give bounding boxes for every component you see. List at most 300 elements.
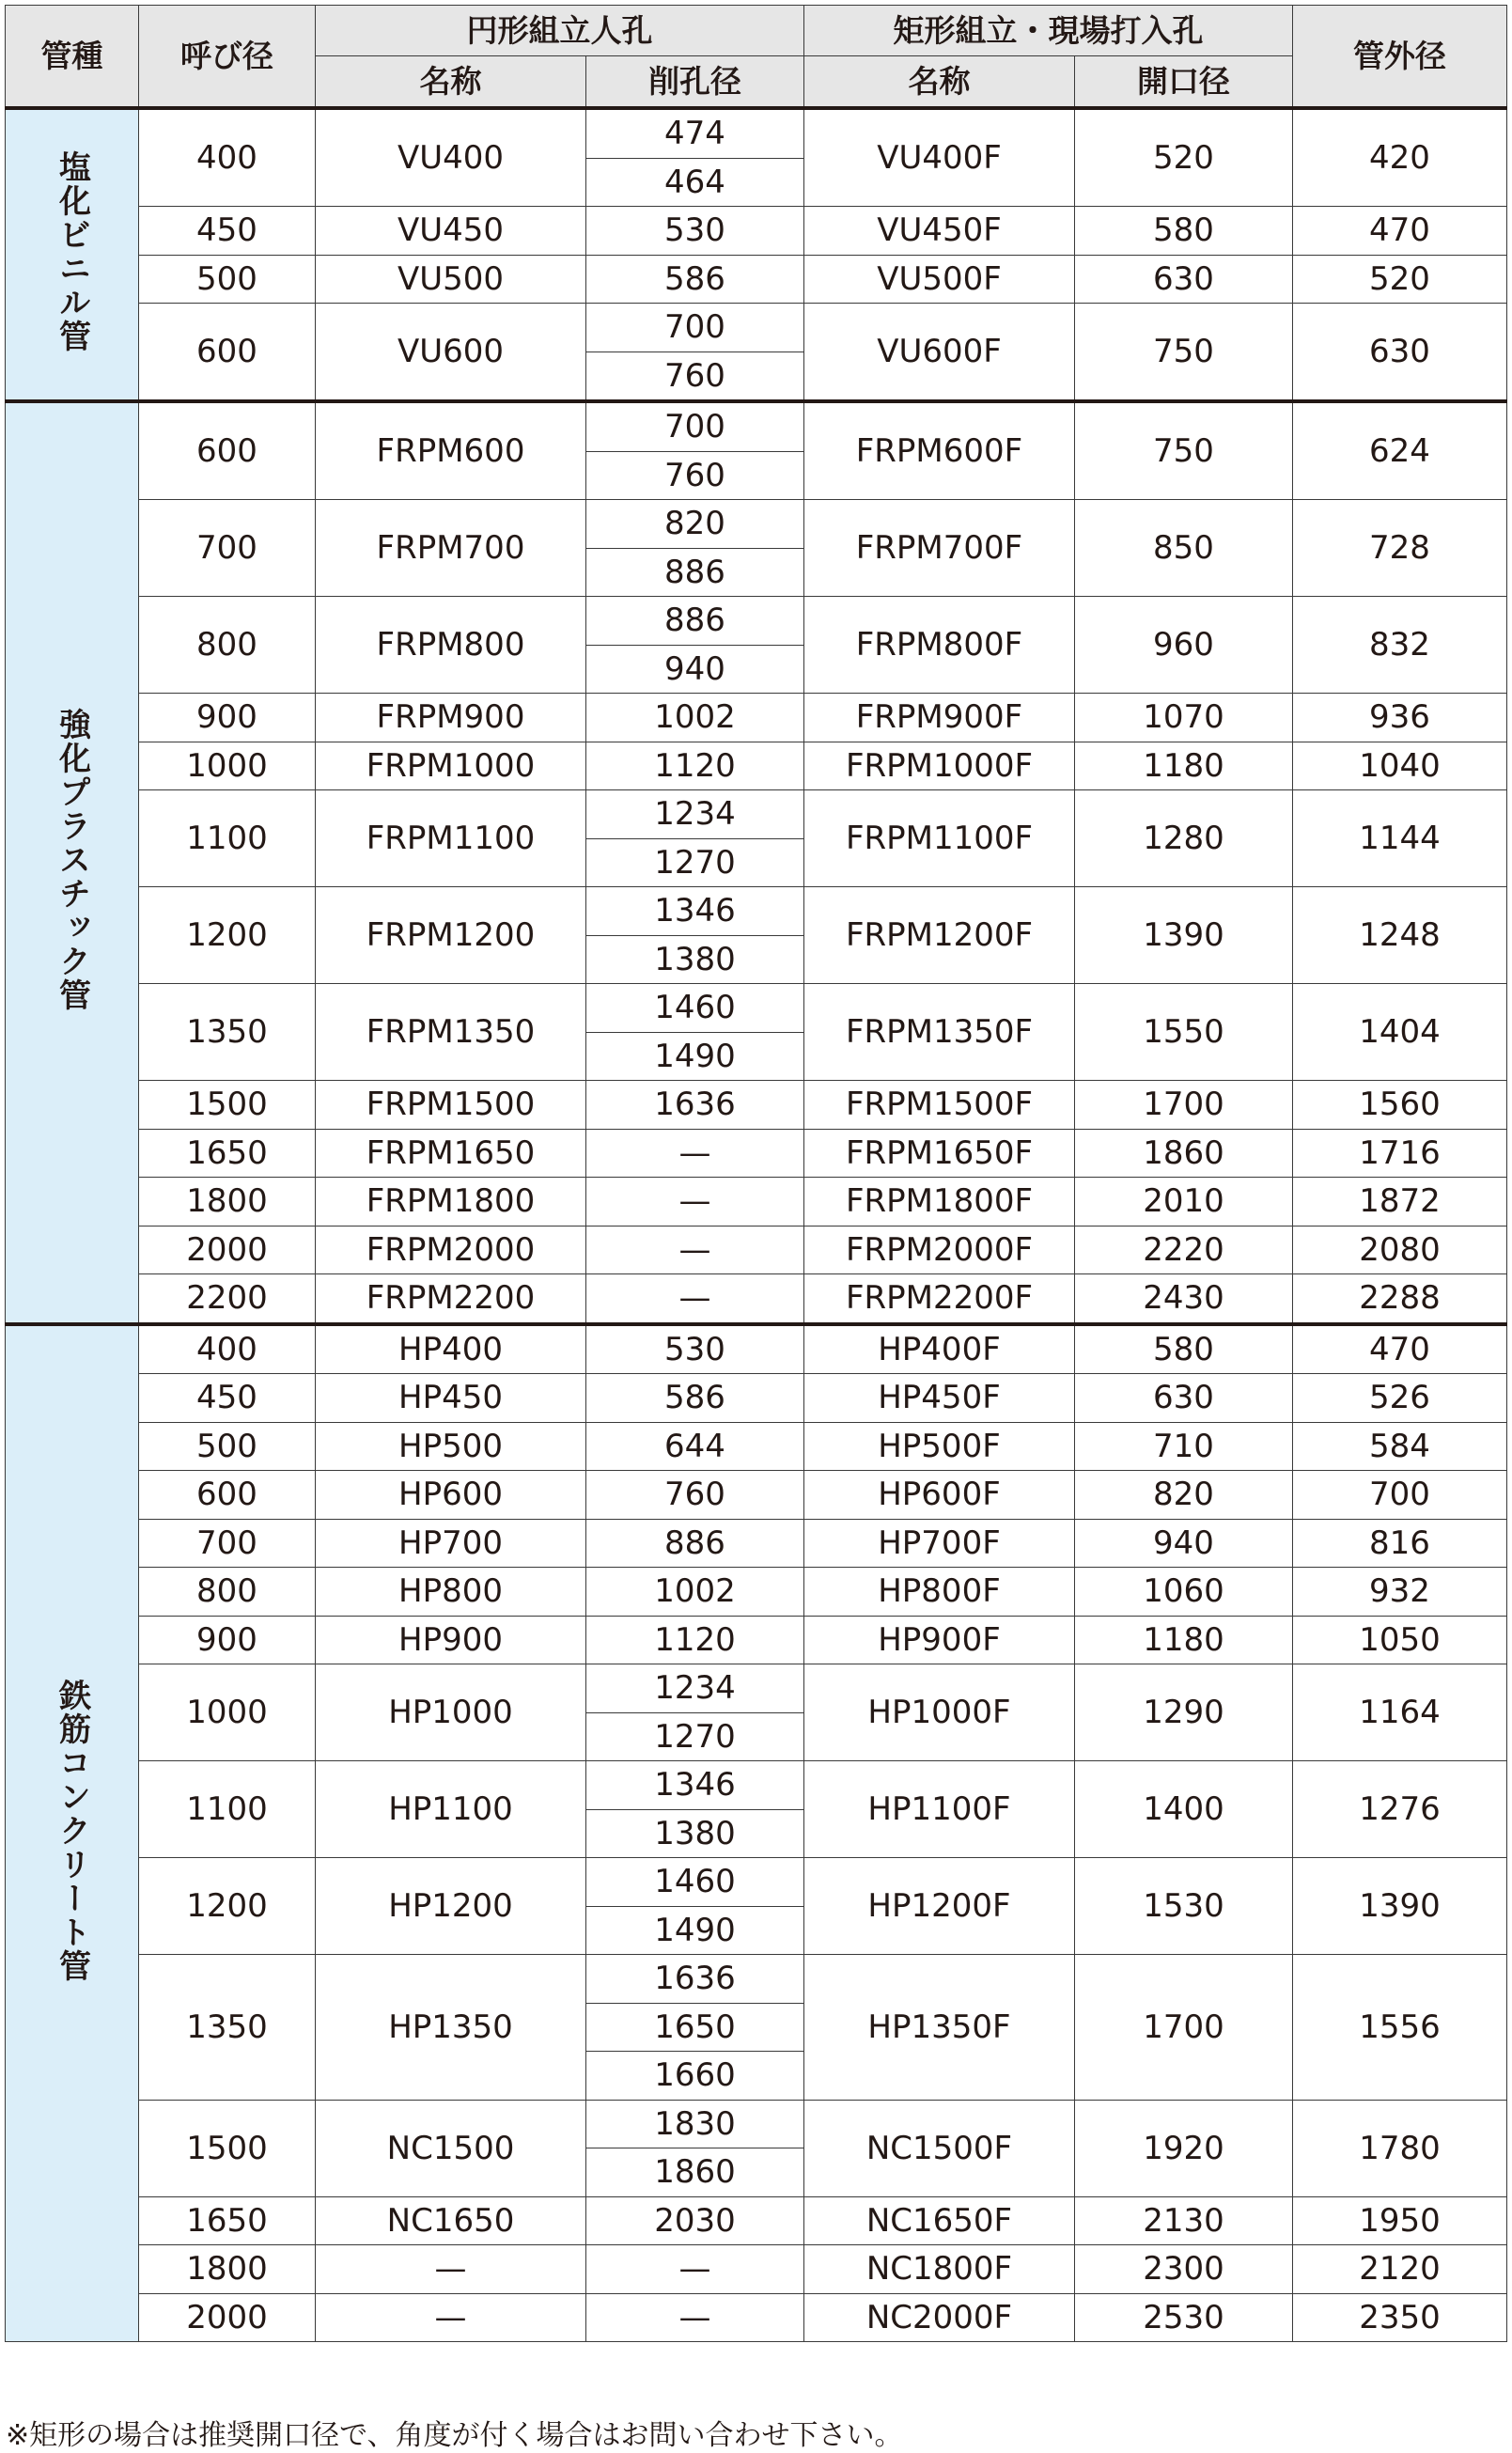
nominal-diameter-cell-text: 1100 bbox=[186, 820, 268, 857]
circular-name-cell-text: NC1650 bbox=[386, 2201, 515, 2240]
outer-diameter-cell bbox=[1293, 1081, 1507, 1130]
opening-diameter-cell-text: 1700 bbox=[1143, 2008, 1224, 2046]
drill-diameter-cell bbox=[586, 790, 804, 839]
outer-diameter-cell bbox=[1293, 108, 1507, 207]
rect-name-cell bbox=[804, 694, 1075, 742]
opening-diameter-cell bbox=[1075, 984, 1293, 1081]
pipe-spec-table bbox=[5, 5, 1507, 2342]
nominal-diameter-cell bbox=[139, 401, 316, 500]
circular-name-cell-text: FRPM800 bbox=[376, 626, 525, 664]
circular-name-cell bbox=[316, 2196, 586, 2245]
rect-name-cell-text: FRPM700F bbox=[855, 529, 1023, 567]
outer-diameter-cell bbox=[1293, 1519, 1507, 1568]
opening-diameter-cell bbox=[1075, 1226, 1293, 1274]
nominal-diameter-cell-text: 1350 bbox=[186, 1013, 268, 1051]
opening-diameter-cell bbox=[1075, 1081, 1293, 1130]
drill-diameter-cell bbox=[586, 451, 804, 500]
nominal-diameter-cell bbox=[139, 694, 316, 742]
nominal-diameter-cell bbox=[139, 742, 316, 790]
rect-name-cell-text: HP700F bbox=[878, 1523, 1001, 1562]
table-row bbox=[6, 1178, 1507, 1226]
drill-diameter-cell bbox=[586, 1032, 804, 1081]
opening-diameter-cell bbox=[1075, 1471, 1293, 1520]
circular-name-cell bbox=[316, 1274, 586, 1324]
circular-name-cell bbox=[316, 1761, 586, 1858]
rect-name-cell-text: FRPM600F bbox=[855, 432, 1023, 470]
header-pipe-type: 管種 bbox=[6, 6, 139, 109]
outer-diameter-cell bbox=[1293, 1129, 1507, 1178]
rect-name-cell bbox=[804, 255, 1075, 304]
nominal-diameter-cell-text: 1650 bbox=[186, 1133, 268, 1172]
drill-diameter-cell-text: 1460 bbox=[654, 989, 736, 1027]
drill-diameter-cell-text: 530 bbox=[664, 211, 725, 250]
opening-diameter-cell bbox=[1075, 1274, 1293, 1324]
table-row bbox=[6, 401, 1507, 451]
nominal-diameter-cell bbox=[139, 108, 316, 207]
table-row bbox=[6, 1568, 1507, 1617]
circular-name-cell-text: HP1350 bbox=[388, 2008, 513, 2046]
table-row bbox=[6, 1955, 1507, 2004]
rect-name-cell-text: HP600F bbox=[878, 1476, 1001, 1514]
rect-name-cell-text: FRPM1650F bbox=[845, 1133, 1034, 1172]
drill-diameter-cell-text: 1636 bbox=[654, 1960, 736, 1998]
opening-diameter-cell bbox=[1075, 304, 1293, 402]
table-row bbox=[6, 984, 1507, 1033]
table-row bbox=[6, 1081, 1507, 1130]
nominal-diameter-cell-text: 600 bbox=[196, 1476, 257, 1514]
drill-diameter-cell-text: 1120 bbox=[654, 746, 736, 785]
table-row bbox=[6, 1761, 1507, 1810]
drill-diameter-cell-text: — bbox=[678, 2298, 711, 2336]
drill-diameter-cell-text: 1234 bbox=[654, 1669, 736, 1708]
opening-diameter-cell bbox=[1075, 401, 1293, 500]
outer-diameter-cell bbox=[1293, 1858, 1507, 1955]
drill-diameter-cell bbox=[586, 1324, 804, 1374]
table-row bbox=[6, 742, 1507, 790]
outer-diameter-cell bbox=[1293, 207, 1507, 256]
rect-name-cell-text: FRPM1500F bbox=[845, 1086, 1034, 1124]
outer-diameter-cell-text: 936 bbox=[1369, 698, 1430, 737]
drill-diameter-cell-text: 1490 bbox=[654, 1911, 736, 1949]
rect-name-cell-text: VU600F bbox=[877, 333, 1002, 370]
drill-diameter-cell bbox=[586, 1274, 804, 1324]
opening-diameter-cell-text: 1070 bbox=[1143, 698, 1224, 737]
circular-name-cell bbox=[316, 2245, 586, 2294]
opening-diameter-cell bbox=[1075, 255, 1293, 304]
table-row bbox=[6, 694, 1507, 742]
outer-diameter-cell-text: 1248 bbox=[1359, 916, 1441, 954]
circular-name-cell-text: — bbox=[434, 2298, 467, 2336]
circular-name-cell-text: — bbox=[434, 2250, 467, 2289]
drill-diameter-cell-text: 886 bbox=[664, 553, 725, 591]
drill-diameter-cell bbox=[586, 1422, 804, 1471]
nominal-diameter-cell bbox=[139, 2196, 316, 2245]
circular-name-cell-text: HP450 bbox=[398, 1379, 503, 1417]
drill-diameter-cell-text: 886 bbox=[664, 602, 725, 640]
table-row bbox=[6, 1519, 1507, 1568]
rect-name-cell-text: NC1500F bbox=[865, 2129, 1013, 2167]
rect-name-cell bbox=[804, 742, 1075, 790]
outer-diameter-cell bbox=[1293, 255, 1507, 304]
circular-name-cell-text: FRPM700 bbox=[376, 529, 525, 567]
circular-name-cell bbox=[316, 1568, 586, 1617]
opening-diameter-cell bbox=[1075, 1324, 1293, 1374]
opening-diameter-cell bbox=[1075, 1858, 1293, 1955]
spec-table-container bbox=[5, 5, 1506, 2342]
drill-diameter-cell bbox=[586, 838, 804, 887]
drill-diameter-cell bbox=[586, 108, 804, 158]
circular-name-cell bbox=[316, 1226, 586, 1274]
rect-name-cell-text: FRPM800F bbox=[855, 626, 1023, 664]
drill-diameter-cell bbox=[586, 2196, 804, 2245]
circular-name-cell bbox=[316, 1471, 586, 1520]
rect-name-cell-text: HP1200F bbox=[867, 1887, 1011, 1925]
outer-diameter-cell bbox=[1293, 1471, 1507, 1520]
circular-name-cell bbox=[316, 207, 586, 256]
outer-diameter-cell-text: 700 bbox=[1369, 1476, 1430, 1514]
drill-diameter-cell bbox=[586, 694, 804, 742]
outer-diameter-cell bbox=[1293, 1568, 1507, 1617]
circular-name-cell-text: FRPM900 bbox=[376, 698, 525, 737]
outer-diameter-cell-text: 1040 bbox=[1359, 746, 1441, 785]
circular-name-cell bbox=[316, 304, 586, 402]
circular-name-cell bbox=[316, 790, 586, 887]
rect-name-cell bbox=[804, 597, 1075, 694]
nominal-diameter-cell-text: 450 bbox=[196, 211, 257, 250]
rect-name-cell bbox=[804, 1616, 1075, 1664]
header-rectangular-manhole: 矩形組立・現場打入孔 bbox=[804, 6, 1293, 56]
header-circular-name: 名称 bbox=[316, 56, 586, 109]
nominal-diameter-cell bbox=[139, 1081, 316, 1130]
nominal-diameter-cell bbox=[139, 597, 316, 694]
rect-name-cell bbox=[804, 1422, 1075, 1471]
drill-diameter-cell-text: 760 bbox=[664, 456, 725, 494]
drill-diameter-cell-text: 644 bbox=[664, 1427, 725, 1465]
drill-diameter-cell-text: — bbox=[678, 1230, 711, 1269]
drill-diameter-cell bbox=[586, 1519, 804, 1568]
nominal-diameter-cell-text: 500 bbox=[196, 259, 257, 298]
outer-diameter-cell bbox=[1293, 887, 1507, 984]
nominal-diameter-cell bbox=[139, 1422, 316, 1471]
table-row bbox=[6, 304, 1507, 352]
nominal-diameter-cell-text: 900 bbox=[196, 698, 257, 737]
circular-name-cell bbox=[316, 1955, 586, 2101]
circular-name-cell bbox=[316, 984, 586, 1081]
opening-diameter-cell bbox=[1075, 1664, 1293, 1761]
drill-diameter-cell bbox=[586, 742, 804, 790]
drill-diameter-cell-text: 586 bbox=[664, 1379, 725, 1417]
drill-diameter-cell bbox=[586, 2003, 804, 2052]
outer-diameter-cell-text: 1404 bbox=[1359, 1013, 1441, 1051]
outer-diameter-cell bbox=[1293, 2293, 1507, 2342]
drill-diameter-cell bbox=[586, 401, 804, 451]
drill-diameter-cell bbox=[586, 255, 804, 304]
drill-diameter-cell-text: — bbox=[678, 1182, 711, 1221]
opening-diameter-cell bbox=[1075, 2293, 1293, 2342]
opening-diameter-cell-text: 2220 bbox=[1143, 1230, 1224, 1269]
opening-diameter-cell-text: 1180 bbox=[1143, 746, 1224, 785]
rect-name-cell-text: HP1350F bbox=[867, 2008, 1011, 2046]
drill-diameter-cell-text: 1660 bbox=[654, 2056, 736, 2095]
circular-name-cell-text: HP500 bbox=[398, 1427, 503, 1465]
nominal-diameter-cell bbox=[139, 2100, 316, 2196]
drill-diameter-cell-text: 1346 bbox=[654, 892, 736, 930]
outer-diameter-cell-text: 470 bbox=[1369, 211, 1430, 250]
nominal-diameter-cell bbox=[139, 500, 316, 597]
outer-diameter-cell bbox=[1293, 2245, 1507, 2294]
nominal-diameter-cell bbox=[139, 984, 316, 1081]
circular-name-cell-text: FRPM1100 bbox=[366, 820, 536, 857]
opening-diameter-cell bbox=[1075, 1616, 1293, 1664]
nominal-diameter-cell bbox=[139, 1568, 316, 1617]
opening-diameter-cell-text: 820 bbox=[1153, 1476, 1214, 1514]
table-row bbox=[6, 887, 1507, 936]
rect-name-cell bbox=[804, 108, 1075, 207]
nominal-diameter-cell-text: 1200 bbox=[186, 916, 268, 954]
circular-name-cell-text: VU500 bbox=[397, 259, 505, 298]
drill-diameter-cell bbox=[586, 1809, 804, 1858]
nominal-diameter-cell-text: 1800 bbox=[186, 1182, 268, 1221]
opening-diameter-cell bbox=[1075, 597, 1293, 694]
outer-diameter-cell bbox=[1293, 1374, 1507, 1423]
outer-diameter-cell-text: 2350 bbox=[1359, 2298, 1441, 2336]
circular-name-cell bbox=[316, 255, 586, 304]
rect-name-cell bbox=[804, 984, 1075, 1081]
outer-diameter-cell bbox=[1293, 1616, 1507, 1664]
pipe-type-cell-text: 強化プラスチック管 bbox=[53, 707, 91, 1012]
circular-name-cell-text: FRPM1500 bbox=[366, 1086, 536, 1124]
rect-name-cell bbox=[804, 2293, 1075, 2342]
rect-name-cell bbox=[804, 1568, 1075, 1617]
drill-diameter-cell bbox=[586, 1664, 804, 1713]
drill-diameter-cell bbox=[586, 1226, 804, 1274]
opening-diameter-cell-text: 1920 bbox=[1143, 2129, 1224, 2167]
opening-diameter-cell-text: 1700 bbox=[1143, 1086, 1224, 1124]
drill-diameter-cell-text: 886 bbox=[664, 1523, 725, 1562]
drill-diameter-cell bbox=[586, 1906, 804, 1955]
drill-diameter-cell bbox=[586, 1761, 804, 1810]
opening-diameter-cell-text: 1280 bbox=[1143, 820, 1224, 857]
circular-name-cell bbox=[316, 1178, 586, 1226]
nominal-diameter-cell-text: 600 bbox=[196, 333, 257, 370]
circular-name-cell-text: HP600 bbox=[398, 1476, 503, 1514]
rect-name-cell-text: FRPM1100F bbox=[845, 820, 1034, 857]
nominal-diameter-cell-text: 600 bbox=[196, 432, 257, 470]
drill-diameter-cell bbox=[586, 1616, 804, 1664]
table-header bbox=[6, 6, 1507, 109]
drill-diameter-cell-text: 1002 bbox=[654, 1572, 736, 1611]
table-row bbox=[6, 2100, 1507, 2148]
drill-diameter-cell bbox=[586, 1712, 804, 1761]
circular-name-cell bbox=[316, 500, 586, 597]
rect-name-cell bbox=[804, 401, 1075, 500]
drill-diameter-cell-text: 1380 bbox=[654, 1814, 736, 1852]
rect-name-cell bbox=[804, 1178, 1075, 1226]
nominal-diameter-cell-text: 900 bbox=[196, 1620, 257, 1659]
nominal-diameter-cell-text: 1800 bbox=[186, 2250, 268, 2289]
opening-diameter-cell-text: 940 bbox=[1153, 1523, 1214, 1562]
circular-name-cell-text: FRPM2200 bbox=[366, 1279, 536, 1318]
rect-name-cell bbox=[804, 207, 1075, 256]
drill-diameter-cell bbox=[586, 1471, 804, 1520]
opening-diameter-cell bbox=[1075, 1374, 1293, 1423]
drill-diameter-cell bbox=[586, 304, 804, 352]
pipe-type-cell-text: 塩化ビニル管 bbox=[53, 150, 91, 353]
pipe-type-cell-text: 鉄筋コンクリート管 bbox=[53, 1678, 91, 1983]
rect-name-cell bbox=[804, 2245, 1075, 2294]
opening-diameter-cell bbox=[1075, 1129, 1293, 1178]
table-row bbox=[6, 2245, 1507, 2294]
outer-diameter-cell bbox=[1293, 597, 1507, 694]
drill-diameter-cell-text: — bbox=[678, 1133, 711, 1172]
rect-name-cell bbox=[804, 1129, 1075, 1178]
nominal-diameter-cell bbox=[139, 1616, 316, 1664]
outer-diameter-cell-text: 1390 bbox=[1359, 1887, 1441, 1925]
outer-diameter-cell-text: 1164 bbox=[1359, 1694, 1441, 1731]
opening-diameter-cell bbox=[1075, 790, 1293, 887]
rect-name-cell-text: HP500F bbox=[878, 1427, 1001, 1465]
table-row bbox=[6, 1129, 1507, 1178]
drill-diameter-cell-text: 1380 bbox=[654, 940, 736, 978]
circular-name-cell-text: HP1200 bbox=[388, 1887, 513, 1925]
nominal-diameter-cell-text: 1650 bbox=[186, 2201, 268, 2240]
outer-diameter-cell bbox=[1293, 742, 1507, 790]
nominal-diameter-cell-text: 1200 bbox=[186, 1887, 268, 1925]
rect-name-cell bbox=[804, 1519, 1075, 1568]
opening-diameter-cell bbox=[1075, 207, 1293, 256]
circular-name-cell bbox=[316, 597, 586, 694]
opening-diameter-cell-text: 960 bbox=[1153, 626, 1214, 664]
rect-name-cell-text: HP900F bbox=[878, 1620, 1001, 1659]
rect-name-cell-text: VU500F bbox=[877, 259, 1002, 298]
drill-diameter-cell-text: 586 bbox=[664, 259, 725, 298]
nominal-diameter-cell bbox=[139, 1129, 316, 1178]
nominal-diameter-cell-text: 1100 bbox=[186, 1790, 268, 1828]
outer-diameter-cell bbox=[1293, 1226, 1507, 1274]
nominal-diameter-cell-text: 1500 bbox=[186, 2129, 268, 2167]
drill-diameter-cell bbox=[586, 352, 804, 401]
table-row bbox=[6, 597, 1507, 646]
rect-name-cell bbox=[804, 1664, 1075, 1761]
outer-diameter-cell-text: 470 bbox=[1369, 1330, 1430, 1368]
footnote: ※矩形の場合は推奨開口径で、角度が付く場合はお問い合わせ下さい。 bbox=[6, 2419, 903, 2452]
nominal-diameter-cell-text: 500 bbox=[196, 1427, 257, 1465]
circular-name-cell bbox=[316, 1858, 586, 1955]
outer-diameter-cell bbox=[1293, 304, 1507, 402]
outer-diameter-cell-text: 2080 bbox=[1359, 1230, 1441, 1269]
nominal-diameter-cell bbox=[139, 2293, 316, 2342]
nominal-diameter-cell-text: 2000 bbox=[186, 2298, 268, 2336]
pipe-type-cell bbox=[6, 108, 139, 401]
outer-diameter-cell-text: 624 bbox=[1369, 432, 1430, 470]
opening-diameter-cell bbox=[1075, 2100, 1293, 2196]
nominal-diameter-cell bbox=[139, 1374, 316, 1423]
drill-diameter-cell-text: 474 bbox=[664, 115, 725, 153]
outer-diameter-cell bbox=[1293, 1422, 1507, 1471]
outer-diameter-cell-text: 520 bbox=[1369, 259, 1430, 298]
circular-name-cell bbox=[316, 1374, 586, 1423]
opening-diameter-cell-text: 2530 bbox=[1143, 2298, 1224, 2336]
opening-diameter-cell bbox=[1075, 108, 1293, 207]
outer-diameter-cell bbox=[1293, 2196, 1507, 2245]
drill-diameter-cell bbox=[586, 1955, 804, 2004]
table-row bbox=[6, 207, 1507, 256]
outer-diameter-cell bbox=[1293, 1274, 1507, 1324]
nominal-diameter-cell bbox=[139, 1178, 316, 1226]
rect-name-cell-text: FRPM1000F bbox=[845, 746, 1034, 785]
drill-diameter-cell-text: — bbox=[678, 1279, 711, 1318]
outer-diameter-cell bbox=[1293, 1324, 1507, 1374]
rect-name-cell-text: FRPM900F bbox=[855, 698, 1023, 737]
circular-name-cell-text: VU400 bbox=[397, 139, 505, 177]
outer-diameter-cell-text: 420 bbox=[1369, 139, 1430, 177]
drill-diameter-cell-text: 1120 bbox=[654, 1620, 736, 1659]
header-rect-name: 名称 bbox=[804, 56, 1075, 109]
drill-diameter-cell bbox=[586, 2245, 804, 2294]
table-row bbox=[6, 2293, 1507, 2342]
drill-diameter-cell-text: 1002 bbox=[654, 698, 736, 737]
outer-diameter-cell bbox=[1293, 1761, 1507, 1858]
opening-diameter-cell-text: 630 bbox=[1153, 1379, 1214, 1417]
opening-diameter-cell bbox=[1075, 887, 1293, 984]
circular-name-cell bbox=[316, 2100, 586, 2196]
drill-diameter-cell bbox=[586, 935, 804, 984]
circular-name-cell-text: HP900 bbox=[398, 1620, 503, 1659]
nominal-diameter-cell bbox=[139, 1274, 316, 1324]
drill-diameter-cell-text: 1234 bbox=[654, 795, 736, 834]
rect-name-cell bbox=[804, 1324, 1075, 1374]
circular-name-cell bbox=[316, 1129, 586, 1178]
drill-diameter-cell bbox=[586, 1374, 804, 1423]
rect-name-cell-text: HP1100F bbox=[867, 1790, 1011, 1828]
circular-name-cell-text: HP800 bbox=[398, 1572, 503, 1611]
circular-name-cell bbox=[316, 2293, 586, 2342]
outer-diameter-cell-text: 932 bbox=[1369, 1572, 1430, 1611]
outer-diameter-cell-text: 526 bbox=[1369, 1379, 1430, 1417]
nominal-diameter-cell bbox=[139, 207, 316, 256]
nominal-diameter-cell bbox=[139, 2245, 316, 2294]
nominal-diameter-cell bbox=[139, 1858, 316, 1955]
nominal-diameter-cell-text: 800 bbox=[196, 1572, 257, 1611]
opening-diameter-cell-text: 2010 bbox=[1143, 1182, 1224, 1221]
drill-diameter-cell-text: 1650 bbox=[654, 2008, 736, 2046]
outer-diameter-cell-text: 584 bbox=[1369, 1427, 1430, 1465]
opening-diameter-cell bbox=[1075, 1422, 1293, 1471]
rect-name-cell-text: FRPM2200F bbox=[845, 1279, 1034, 1318]
rect-name-cell bbox=[804, 1226, 1075, 1274]
opening-diameter-cell-text: 1180 bbox=[1143, 1620, 1224, 1659]
outer-diameter-cell-text: 1780 bbox=[1359, 2129, 1441, 2167]
table-row bbox=[6, 1324, 1507, 1374]
drill-diameter-cell-text: 1270 bbox=[654, 1717, 736, 1756]
circular-name-cell bbox=[316, 1519, 586, 1568]
header-drill-diameter: 削孔径 bbox=[586, 56, 804, 109]
drill-diameter-cell bbox=[586, 207, 804, 256]
outer-diameter-cell-text: 1872 bbox=[1359, 1182, 1441, 1221]
nominal-diameter-cell-text: 1500 bbox=[186, 1086, 268, 1124]
opening-diameter-cell-text: 1060 bbox=[1143, 1572, 1224, 1611]
opening-diameter-cell bbox=[1075, 2245, 1293, 2294]
nominal-diameter-cell bbox=[139, 1324, 316, 1374]
circular-name-cell bbox=[316, 1422, 586, 1471]
rect-name-cell bbox=[804, 1081, 1075, 1130]
drill-diameter-cell-text: 760 bbox=[664, 1476, 725, 1514]
outer-diameter-cell bbox=[1293, 694, 1507, 742]
outer-diameter-cell bbox=[1293, 500, 1507, 597]
rect-name-cell-text: FRPM2000F bbox=[845, 1230, 1034, 1269]
rect-name-cell-text: NC1800F bbox=[865, 2250, 1013, 2289]
rect-name-cell bbox=[804, 500, 1075, 597]
